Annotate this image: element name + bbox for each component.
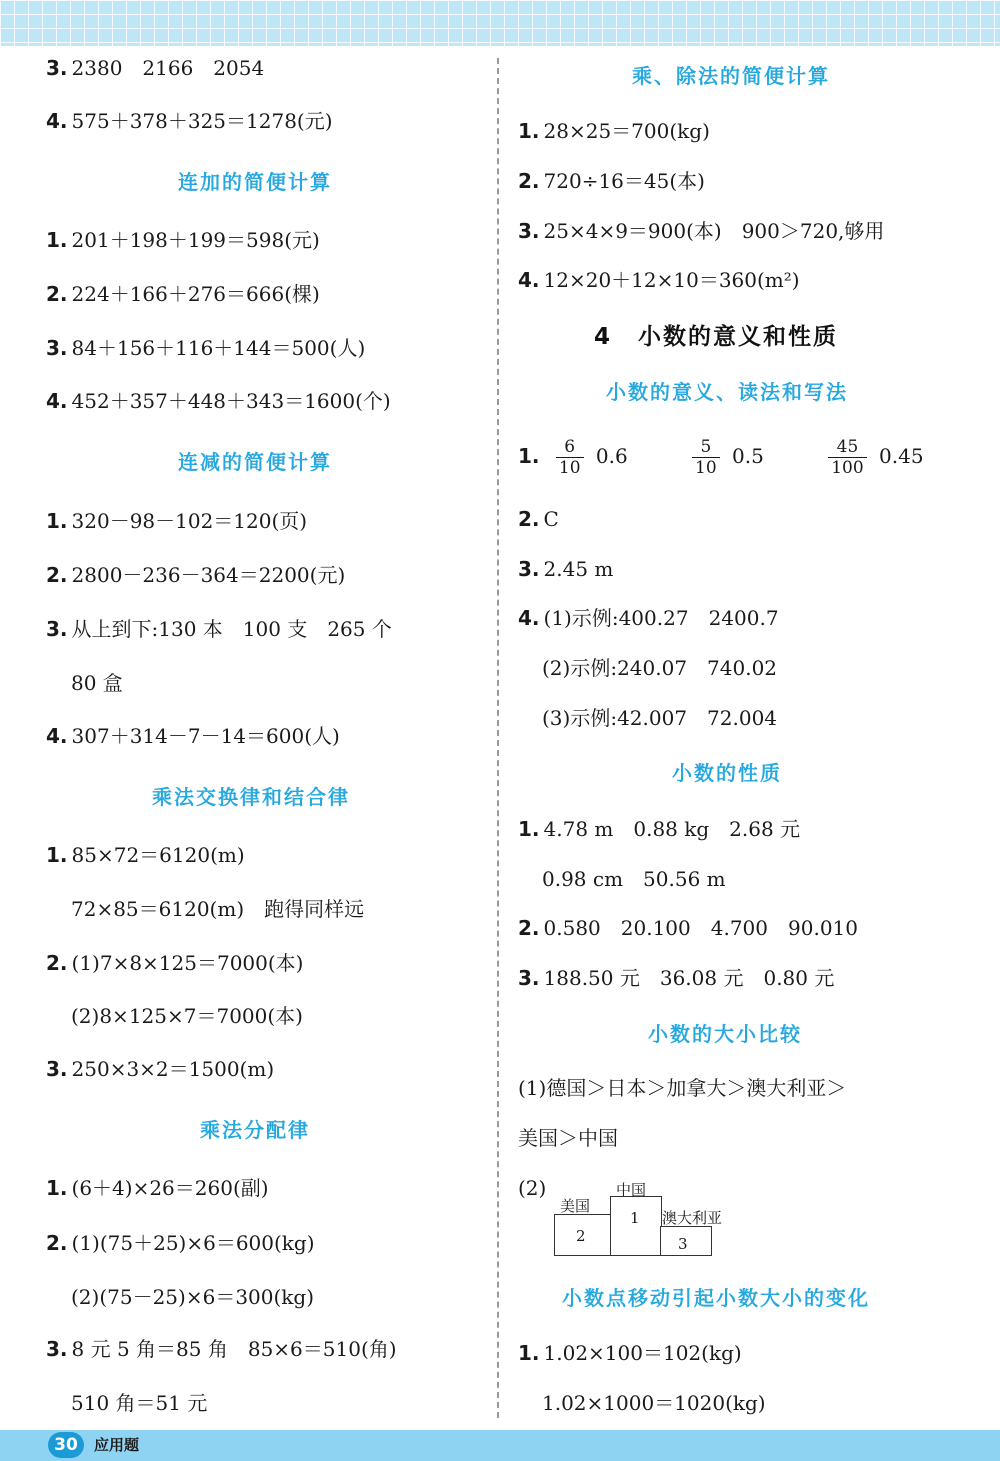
answer-line: 1.02×1000＝1020(kg) xyxy=(542,1391,766,1415)
answer-line: 3. 250×3×2＝1500(m) xyxy=(46,1057,275,1081)
answer-line: 2. (1)7×8×125＝7000(本) xyxy=(46,951,304,975)
answer-line: 3. 从上到下:130 本 100 支 265 个 xyxy=(46,617,392,641)
answer-line: 1. 201＋198＋199＝598(元) xyxy=(46,228,320,252)
answer-line: 3. 2.45 m xyxy=(518,557,614,581)
answer-line: (1)德国＞日本＞加拿大＞澳大利亚＞ xyxy=(518,1076,847,1100)
column-divider xyxy=(497,58,499,1418)
answer-line: 2. C xyxy=(518,507,559,531)
answer-line: 4. 575＋378＋325＝1278(元) xyxy=(46,109,333,133)
podium-second-rank: 2 xyxy=(576,1227,586,1245)
podium-second-name: 美国 xyxy=(560,1197,591,1215)
answer-line: 1. 85×72＝6120(m) xyxy=(46,843,245,867)
section-heading: 小数的大小比较 xyxy=(648,1022,802,1046)
fraction: $\frac{45}{100}$ xyxy=(828,437,866,478)
page-number: 30 xyxy=(48,1432,84,1458)
answer-line: 2. 2800－236－364＝2200(元) xyxy=(46,563,346,587)
answer-line: (2)(75－25)×6＝300(kg) xyxy=(71,1285,315,1309)
answer-line-fractions: 1. $\frac{6}{10}$ 0.6 $\frac{5}{10}$ 0.5 $\frac{45}{100}$ 0.45 xyxy=(518,437,924,478)
answer-line: 2. 0.580 20.100 4.700 90.010 xyxy=(518,916,858,940)
answer-line: (3)示例:42.007 72.004 xyxy=(542,706,778,730)
podium-diagram xyxy=(554,1181,734,1256)
podium-answer: (2) 美国 中国 澳大利亚 2 1 3 xyxy=(518,1174,778,1264)
answer-line: 3. 84＋156＋116＋144＝500(人) xyxy=(46,336,366,360)
answer-line: 72×85＝6120(m) 跑得同样远 xyxy=(71,897,365,921)
section-heading: 连减的简便计算 xyxy=(178,450,332,474)
podium-third-rank: 3 xyxy=(678,1235,688,1253)
answer-line: 510 角＝51 元 xyxy=(71,1391,208,1415)
answer-line: 2. 224＋166＋276＝666(棵) xyxy=(46,282,320,306)
answer-line: 3. 188.50 元 36.08 元 0.80 元 xyxy=(518,966,835,990)
section-heading: 小数点移动引起小数大小的变化 xyxy=(562,1286,870,1310)
fraction: $\frac{6}{10}$ xyxy=(556,437,584,478)
section-heading: 连加的简便计算 xyxy=(178,170,332,194)
answer-line: 0.98 cm 50.56 m xyxy=(542,867,726,891)
answer-line: 美国＞中国 xyxy=(518,1126,618,1150)
podium-third-name: 澳大利亚 xyxy=(662,1209,723,1227)
section-heading: 乘、除法的简便计算 xyxy=(632,64,830,88)
answer-line: 1. 1.02×100＝102(kg) xyxy=(518,1341,742,1365)
podium-first-rank: 1 xyxy=(630,1209,640,1227)
fraction: $\frac{5}{10}$ xyxy=(692,437,720,478)
answer-line: 3. 2380 2166 2054 xyxy=(46,56,265,80)
answer-line: 4. 12×20＋12×10＝360(m²) xyxy=(518,268,800,292)
top-grid-band xyxy=(0,0,1000,46)
footer-band xyxy=(0,1430,1000,1461)
answer-line: 4. 452＋357＋448＋343＝1600(个) xyxy=(46,389,391,413)
answer-line: 1. 320－98－102＝120(页) xyxy=(46,509,308,533)
section-heading: 乘法分配律 xyxy=(200,1118,310,1142)
answer-line: 80 盒 xyxy=(71,671,123,695)
section-heading: 乘法交换律和结合律 xyxy=(152,785,350,809)
answer-line: 2. 720÷16＝45(本) xyxy=(518,169,705,193)
answer-line: (2)8×125×7＝7000(本) xyxy=(71,1004,303,1028)
answer-line: 2. (1)(75＋25)×6＝600(kg) xyxy=(46,1231,315,1255)
answer-line: 1. (6＋4)×26＝260(副) xyxy=(46,1176,269,1200)
answer-line: 1. 28×25＝700(kg) xyxy=(518,119,710,143)
footer-label: 应用题 xyxy=(94,1436,140,1454)
answer-line: 1. 4.78 m 0.88 kg 2.68 元 xyxy=(518,817,801,841)
section-heading: 小数的性质 xyxy=(672,761,782,785)
answer-line: 3. 25×4×9＝900(本) 900＞720,够用 xyxy=(518,219,885,243)
section-heading: 小数的意义、读法和写法 xyxy=(606,380,848,404)
answer-line: (2)示例:240.07 740.02 xyxy=(542,656,778,680)
chapter-title: 4 小数的意义和性质 xyxy=(594,324,839,350)
answer-line: 4. (1)示例:400.27 2400.7 xyxy=(518,606,779,630)
answer-line: 4. 307＋314－7－14＝600(人) xyxy=(46,724,340,748)
podium-first-name: 中国 xyxy=(616,1181,647,1199)
answer-line: 3. 8 元 5 角＝85 角 85×6＝510(角) xyxy=(46,1337,397,1361)
